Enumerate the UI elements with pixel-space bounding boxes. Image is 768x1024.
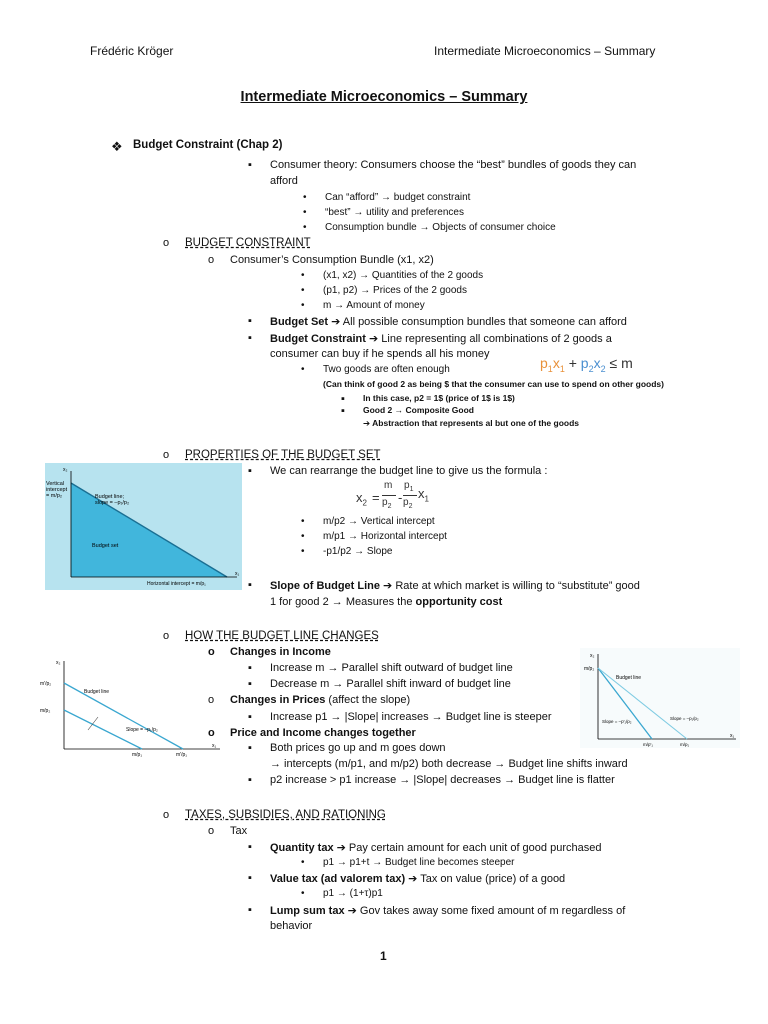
two-goods-item: • Two goods are often enough: [323, 364, 450, 375]
slope-item: • -p1/p2 → Slope: [323, 546, 393, 557]
prices-item: • (p1, p2) → Prices of the 2 goods: [323, 285, 467, 296]
rearrange-item: ▪ We can rearrange the budget line to give us the formula :: [270, 465, 547, 477]
budget-set-item: ▪ Budget Set ➔ All possible consumption bundles that someone can afford: [270, 315, 627, 328]
figl-slope: Slope = –p₁/p₂: [126, 727, 158, 733]
consumption-bundle-item: o Consumer’s Consumption Bundle (x1, x2): [230, 254, 434, 266]
price-change-figure: [580, 648, 740, 748]
income-change-figure: [40, 655, 222, 757]
fig-x-axis-label: x₁: [235, 571, 240, 577]
figl-y2: m/p₂: [40, 708, 51, 714]
section-budget-constraint-chap2: ❖ Budget Constraint (Chap 2): [133, 139, 283, 151]
figl-x-axis: x₁: [212, 743, 217, 749]
fig-vertical-label-2: intercept: [46, 487, 68, 493]
figr-y-axis: x₂: [590, 653, 595, 659]
price-income-together-item: o Price and Income changes together: [230, 727, 416, 739]
figl-x2: m'/p₁: [176, 752, 187, 757]
price-case-item: ▪ In this case, p2 = 1$ (price of 1$ is 1$): [363, 393, 515, 403]
page-number: 1: [380, 949, 387, 963]
header-author: Frédéric Kröger: [90, 44, 174, 58]
figl-y1: m'/p₂: [40, 681, 52, 687]
fig-vertical-label: Vertical: [46, 481, 65, 487]
p2-increase-item: ▪ p2 increase > p1 increase → |Slope| decreases → Budget line is flatter: [270, 774, 615, 786]
fig-horizontal-label: Horizontal intercept = m/p₁: [147, 581, 206, 587]
fig-budget-set-label: Budget set: [92, 543, 119, 549]
composite-good-item: ▪ Good 2 → Composite Good: [363, 405, 474, 415]
decrease-m-item: ▪ Decrease m → Parallel shift inward of budget line: [270, 678, 511, 690]
properties-heading: o PROPERTIES OF THE BUDGET SET: [185, 449, 381, 461]
taxes-heading: o TAXES, SUBSIDIES, AND RATIONING: [185, 809, 386, 821]
figr-budget-line: Budget line: [616, 675, 642, 681]
best-item: • “best” → utility and preferences: [325, 207, 464, 218]
figr-slope-new: Slope = –p'₁/p₂: [602, 719, 632, 724]
page-title: Intermediate Microeconomics – Summary: [240, 89, 528, 105]
fig-budget-line-label: Budget line;: [95, 494, 125, 500]
tax-item: o Tax: [230, 825, 247, 837]
fig-vertical-label-3: = m/p₂: [46, 493, 63, 499]
changes-income-item: o Changes in Income: [230, 646, 331, 658]
intercepts-item: → intercepts (m/p1, and m/p2) both decrease → Budget line shifts inward: [270, 758, 628, 770]
figr-slope-old: Slope = –p₁/p₂: [670, 716, 699, 721]
budget-inequality-formula: $p_1x_1 + p_2x_2 \le m$: [540, 355, 633, 374]
lump-sum-tax-line2: behavior: [270, 920, 313, 932]
fig-y-axis-label: x₂: [63, 467, 68, 473]
budget-constraint-def: ▪ Budget Constraint ➔ Line representing all combinations of 2 goods a: [270, 332, 612, 345]
money-item: • m → Amount of money: [323, 300, 425, 311]
budget-changes-heading: o HOW THE BUDGET LINE CHANGES: [185, 630, 379, 642]
budget-constraint-def-line2: consumer can buy if he spends all his money: [270, 348, 490, 360]
figr-x1: m/p'₁: [643, 742, 653, 747]
header-doc-title: Intermediate Microeconomics – Summary: [434, 44, 656, 58]
figl-x1: m/p₁: [132, 752, 143, 757]
figr-x2: m/p₁: [680, 742, 690, 747]
figl-budget-line: Budget line: [84, 689, 110, 695]
budget-set-figure: [45, 463, 242, 590]
figl-y-axis: x₂: [56, 660, 61, 666]
increase-m-item: ▪ Increase m → Parallel shift outward of budget line: [270, 662, 513, 674]
opportunity-cost-line: 1 for good 2 → Measures the opportunity cost: [270, 596, 503, 608]
budget-constraint-heading: o BUDGET CONSTRAINT: [185, 237, 311, 249]
value-tax-item: ▪ Value tax (ad valorem tax) ➔ Tax on value (price) of a good: [270, 872, 565, 885]
composite-note: (Can think of good 2 as being $ that the consumer can use to spend on other goods): [323, 379, 664, 389]
value-tax-sub: • p1 → (1+τ)p1: [323, 888, 383, 899]
quantities-item: • (x1, x2) → Quantities of the 2 goods: [323, 270, 483, 281]
increase-p1-item: ▪ Increase p1 → |Slope| increases → Budget line is steeper: [270, 711, 551, 723]
consumer-theory-line2: afford: [270, 175, 298, 187]
bundle-item: • Consumption bundle → Objects of consumer choice: [325, 222, 556, 233]
quantity-tax-item: ▪ Quantity tax ➔ Pay certain amount for each unit of good purchased: [270, 841, 601, 854]
afford-item: • Can “afford” → budget constraint: [325, 192, 470, 203]
vertical-intercept-item: • m/p2 → Vertical intercept: [323, 516, 435, 527]
slope-budget-line-item: ▪ Slope of Budget Line ➔ Rate at which market is willing to “substitute” good: [270, 579, 640, 592]
fig-slope-label: slope = –p₁/p₂: [95, 500, 130, 506]
figr-y: m/p₂: [584, 666, 595, 672]
consumer-theory-line1: ▪ Consumer theory: Consumers choose the “best” bundles of goods they can: [270, 159, 636, 171]
abstraction-item: ➔ Abstraction that represents al but one of the goods: [363, 418, 580, 428]
changes-prices-item: o Changes in Prices (affect the slope): [230, 694, 410, 706]
figr-x-axis: x₁: [730, 733, 735, 739]
horizontal-intercept-item: • m/p1 → Horizontal intercept: [323, 531, 447, 542]
both-prices-item: ▪ Both prices go up and m goes down: [270, 742, 446, 754]
lump-sum-tax-item: ▪ Lump sum tax ➔ Gov takes away some fixed amount of m regardless of: [270, 904, 625, 917]
quantity-tax-sub: • p1 → p1+t → Budget line becomes steeper: [323, 857, 515, 868]
